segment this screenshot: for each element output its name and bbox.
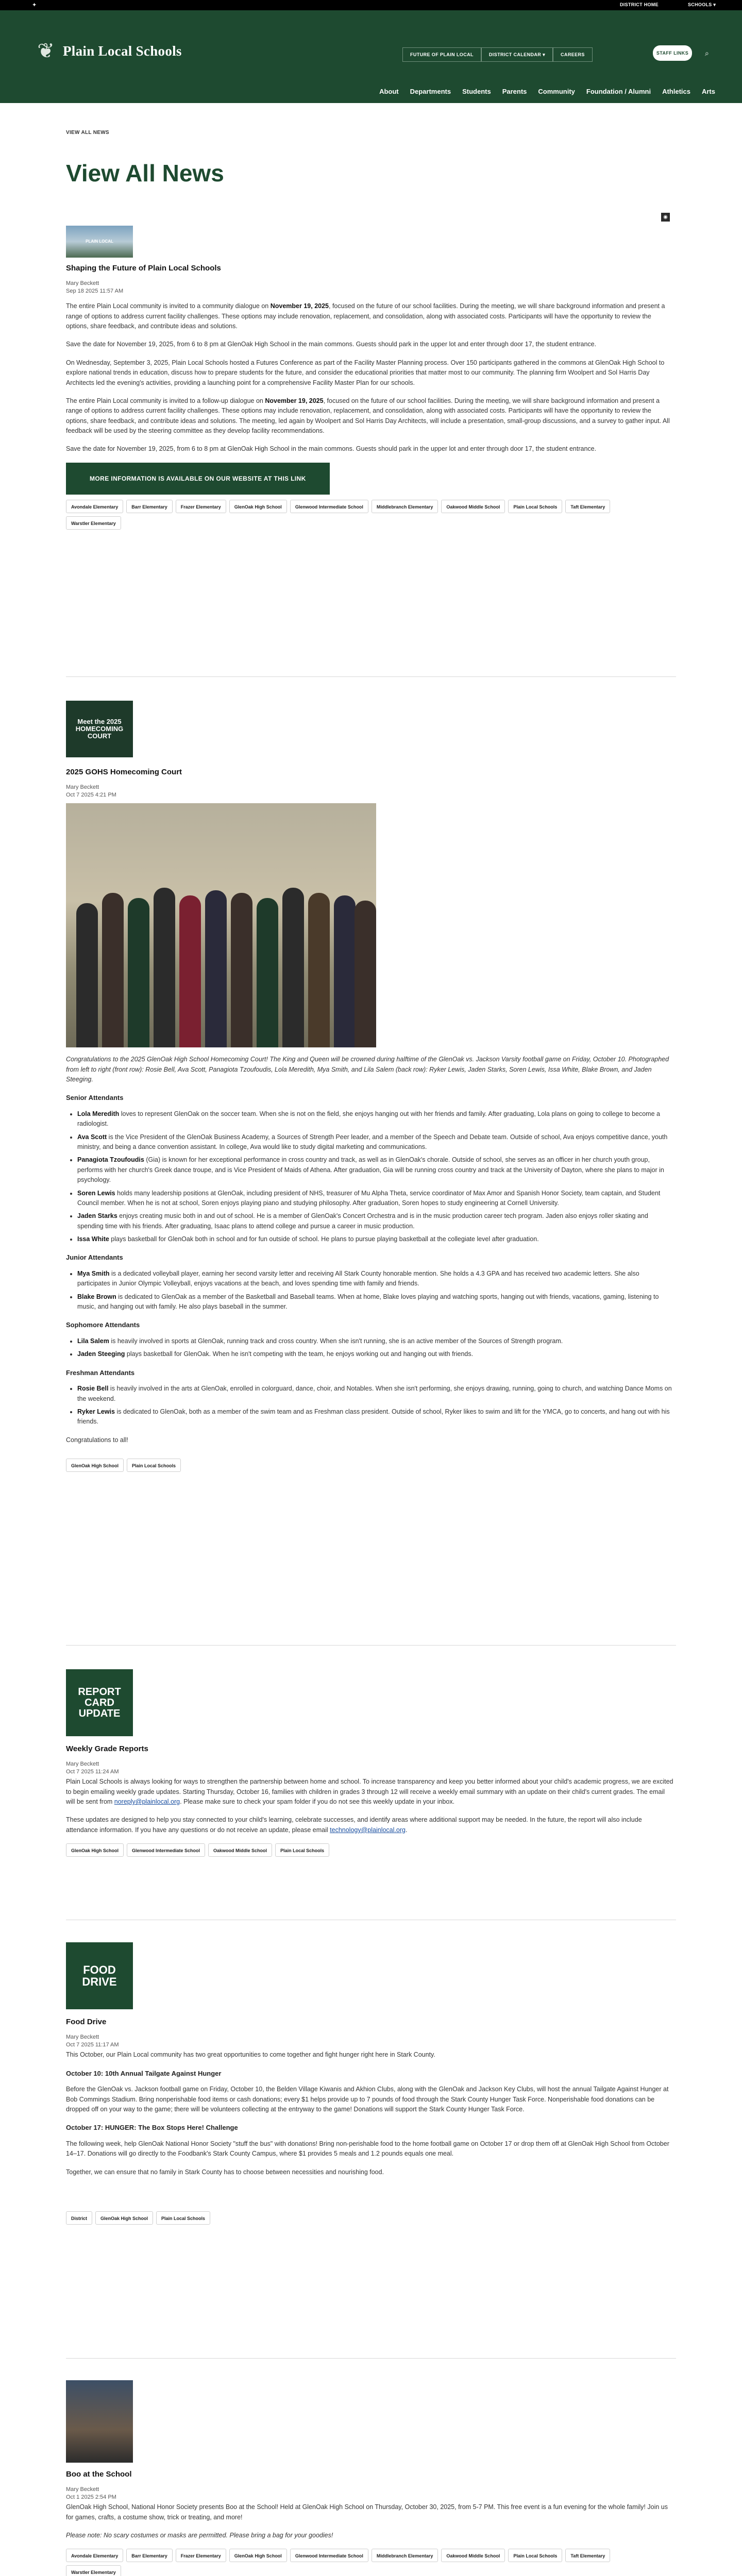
post-tags	[66, 1843, 676, 1857]
post-paragraph: Save the date for November 19, 2025, from 6 to 8 pm at GlenOak High School in the main commons. Guests should park in the upper lot and enter through door 17, the student entrance.	[66, 445, 597, 453]
post-paragraph: Congratulations to all!	[66, 1436, 128, 1444]
list-item: • Issa White plays basketball for GlenOak both in school and for fun outside of school. He plans to pursue playing basketball at the collegiate level after graduation.	[77, 1234, 674, 1244]
technology-email-link[interactable]: technology@plainlocal.org	[330, 1826, 406, 1834]
tag[interactable]: Glenwood Intermediate School	[290, 2549, 368, 2562]
post-title[interactable]: 2025 GOHS Homecoming Court	[66, 768, 182, 776]
nav-about[interactable]: About	[379, 88, 399, 95]
tag[interactable]: Frazer Elementary	[176, 2549, 226, 2562]
post-date: Oct 7 2025 11:24 AM	[66, 1768, 119, 1775]
list-item: • Ava Scott is the Vice President of the GlenOak Business Academy, a Sources of Strength Peer leader, and a member of the Speech and Debate team. Outside of school, Ava enjoys competitive dance, youth ministry, and being a dance convention assistant. In college, Ava would like to study digital marketing and communications.	[77, 1132, 674, 1153]
district-mini-logo-icon[interactable]: ✦	[32, 2, 37, 8]
nav-departments[interactable]: Departments	[410, 88, 451, 95]
list-item: • Soren Lewis holds many leadership positions at GlenOak, including president of NHS, treasurer of Mu Alpha Theta, service coordinator of Max Amor and Spanish Honor Society, team captain, and Student Council member. When he is not at school, Soren enjoys playing piano and studying philosophy. After graduation, Soren hopes to study engineering at Cornell University.	[77, 1189, 674, 1209]
post-paragraph: GlenOak High School, National Honor Society presents Boo at the School! Held at GlenOak High School on Thursday, October 30, 2025, from 5-7 PM. This free event is a fun evening for the whole family! Join us for games, crafts, a costume show, trick or treating, and more!	[66, 2503, 668, 2521]
tag[interactable]: GlenOak High School	[66, 1459, 124, 1472]
tag[interactable]: Barr Elementary	[126, 500, 173, 513]
util-nav-calendar[interactable]: DISTRICT CALENDAR ▾	[481, 47, 553, 62]
sophomore-list	[77, 1336, 674, 1360]
tag[interactable]: Taft Elementary	[565, 500, 610, 513]
post-paragraph: This October, our Plain Local community has two great opportunities to come together and fight hunger right here in Stark County.	[66, 2051, 435, 2059]
tag[interactable]: GlenOak High School	[66, 1843, 124, 1857]
tag[interactable]: Oakwood Middle School	[441, 2549, 505, 2562]
nav-arts[interactable]: Arts	[701, 88, 715, 95]
list-item: • Blake Brown is dedicated to GlenOak as a member of the Basketball and Baseball teams. When at home, Blake loves playing and watching sports, hanging out with friends, vacations, gaming, listening to music, and hanging out with family. He also plays baseball in the summer.	[77, 1292, 674, 1312]
thumb-text: REPORT CARD UPDATE	[78, 1686, 121, 1719]
post-date: Sep 18 2025 11:57 AM	[66, 287, 124, 294]
post-title[interactable]: Boo at the School	[66, 2470, 132, 2479]
list-item: • Rosie Bell is heavily involved in the arts at GlenOak, enrolled in colorguard, dance, choir, and Notables. When she isn't performing, she enjoys drawing, running, going to church, and watching Dance Moms on the weekend.	[77, 1384, 674, 1404]
breadcrumb[interactable]: VIEW ALL NEWS	[66, 130, 109, 135]
post-tags	[66, 1459, 676, 1472]
senior-heading: Senior Attendants	[66, 1094, 124, 1102]
eagle-logo-icon: ❦	[37, 40, 55, 62]
post-tags	[66, 500, 633, 530]
thumb-text: FOOD DRIVE	[82, 1963, 117, 1988]
post-thumbnail[interactable]	[66, 701, 133, 757]
list-item: • Jaden Steeging plays basketball for GlenOak. When he isn't competing with the team, he enjoys working out and hanging out with friends.	[77, 1349, 674, 1359]
post-author: Mary Beckett	[66, 2033, 99, 2040]
thumb-text: PLAIN LOCAL	[86, 239, 113, 244]
post-body	[66, 2502, 674, 2540]
tag[interactable]: Warstler Elementary	[66, 2565, 121, 2576]
thumb-text: Meet the 2025 HOMECOMING COURT	[75, 717, 124, 740]
junior-list	[77, 1269, 674, 1312]
post-paragraph: Save the date for November 19, 2025, from 6 to 8 pm at GlenOak High School in the main commons. Guests should park in the upper lot and enter through door 17, the student entrance.	[66, 341, 597, 348]
section-heading: October 10: 10th Annual Tailgate Against Hunger	[66, 2069, 222, 2077]
senior-list	[77, 1109, 674, 1245]
tag[interactable]: Middlebranch Elementary	[372, 2549, 439, 2562]
list-item: • Lola Meredith loves to represent GlenOak on the soccer team. When she is not on the field, she enjoys hanging out with her friends and family. After graduating, Lola plans on going to college to become a radiologist.	[77, 1109, 674, 1129]
news-post-shaping-future	[66, 226, 676, 530]
post-tags	[66, 2549, 633, 2576]
tag[interactable]: Plain Local Schools	[508, 500, 562, 513]
post-body	[66, 1777, 674, 1835]
more-info-button[interactable]: MORE INFORMATION IS AVAILABLE ON OUR WEBSITE AT THIS LINK	[66, 463, 330, 495]
page-title: View All News	[66, 160, 224, 187]
post-author: Mary Beckett	[66, 1760, 99, 1767]
tag[interactable]: GlenOak High School	[95, 2211, 153, 2225]
list-item: • Mya Smith is a dedicated volleyball player, earning her second varsity letter and receiving All Stark County honorable mention. She holds a 4.3 GPA and has received two academic letters. She also participates in Junior Olympic Volleyball, enjoys vacations at the beach, and loves spending time with family and friends.	[77, 1269, 674, 1289]
post-thumbnail[interactable]	[66, 1669, 133, 1736]
post-paragraph: Before the GlenOak vs. Jackson football game on Friday, October 10, the Belden Village Kiwanis and Akhion Clubs, along with the GlenOak and Jackson Key Clubs, will host the annual Tailgate Against Hunger at Bob Commings Stadium. Bring nonperishable food items or cash donations; every $1 helps provide up to 7 pounds of food through the Stark County Hunger Task Force. Nonperishable food donations can be dropped off on your way to the game; there will be volunteers collecting at the entryway to the game! Donations will support the Stark County Hunger Task Force.	[66, 2086, 669, 2113]
tag[interactable]: Warstler Elementary	[66, 516, 121, 530]
post-divider	[66, 676, 676, 677]
tag[interactable]: Middlebranch Elementary	[372, 500, 439, 513]
photo-caption: Congratulations to the 2025 GlenOak High School Homecoming Court! The King and Queen will be crowned during halftime of the GlenOak vs. Jackson Varsity football game on Friday, October 10. Photographed from left to right (front row): Rosie Bell, Ava Scott, Panagiota Tzoufoudis, Lola Meredith, Mya Smith, and Lila Salem (back row): Ryker Lewis, Jaden Starks, Soren Lewis, Issa White, Blake Brown, and Jaden Steeging.	[66, 1056, 669, 1083]
section-heading: October 17: HUNGER: The Box Stops Here! Challenge	[66, 2124, 238, 2132]
nav-athletics[interactable]: Athletics	[662, 88, 690, 95]
post-body	[66, 301, 674, 454]
tag[interactable]: Oakwood Middle School	[208, 1843, 272, 1857]
tag[interactable]: Plain Local Schools	[508, 2549, 562, 2562]
tag[interactable]: Glenwood Intermediate School	[290, 500, 368, 513]
search-icon[interactable]: ⌕	[705, 49, 709, 57]
post-title[interactable]: Shaping the Future of Plain Local Schools	[66, 264, 221, 273]
news-post-food-drive	[66, 1942, 676, 2225]
post-thumbnail[interactable]	[66, 2380, 133, 2463]
post-author: Mary Beckett	[66, 784, 99, 790]
post-thumbnail[interactable]	[66, 226, 133, 258]
site-logo[interactable]	[32, 37, 182, 65]
post-date: Oct 7 2025 11:17 AM	[66, 2041, 119, 2048]
post-paragraph: The following week, help GlenOak National Honor Society "stuff the bus" with donations! Bring non-perishable food to the home football game on October 17 or drop them off at GlenOak High School from October 14–17. Donations will go directly to the Foodbank's Stark County Campus, where $1 provides 5 meals and 1.2 pounds equals one meal.	[66, 2140, 669, 2158]
tag[interactable]: Plain Local Schools	[275, 1843, 329, 1857]
post-paragraph: Please note: No scary costumes or masks are permitted. Please bring a bag for your goodies!	[66, 2532, 333, 2539]
schools-dropdown[interactable]: SCHOOLS ▾	[688, 2, 716, 7]
post-divider	[66, 2358, 676, 2359]
tag[interactable]: Plain Local Schools	[156, 2211, 210, 2225]
post-paragraph: On Wednesday, September 3, 2025, Plain Local Schools hosted a Futures Conference as part of the Facility Master Planning process. Over 150 participants gathered in the commons at GlenOak High School to explore national trends in education, discuss how to prepare students for the future, and consider the educational priorities that matter most to our community. The planning firm Woolpert and Sol Harris Day Architects led the evening's activities, providing a launching point for a comprehensive Facility Master Plan for our schools.	[66, 359, 665, 386]
site-header	[0, 10, 742, 103]
tag[interactable]: Avondale Elementary	[66, 500, 123, 513]
post-paragraph: Together, we can ensure that no family in Stark County has to choose between necessities and nourishing food.	[66, 2168, 384, 2176]
homecoming-court-photo	[66, 803, 376, 1047]
tag[interactable]: Avondale Elementary	[66, 2549, 123, 2562]
post-body	[66, 1055, 674, 1445]
tag[interactable]: Glenwood Intermediate School	[127, 1843, 205, 1857]
nav-community[interactable]: Community	[538, 88, 575, 95]
list-item: • Jaden Starks enjoys creating music both in and out of school. He is a member of GlenOak's Concert Orchestra and is in the music production career tech program. Jaden also enjoys roller skating and spending time with his friends. After graduating, Isaac plans to attend college and pursue a career in music production.	[77, 1211, 674, 1231]
post-body	[66, 2050, 674, 2177]
news-post-grade-reports	[66, 1669, 676, 1857]
post-author: Mary Beckett	[66, 2486, 99, 2493]
tag[interactable]: Plain Local Schools	[127, 1459, 181, 1472]
freshman-heading: Freshman Attendants	[66, 1368, 135, 1377]
post-paragraph: The entire Plain Local community is invited to a follow-up dialogue on November 19, 2025, focused on the future of our school facilities. During the meeting, we will share background information and present a range of options to address current facility challenges. These options may include renovation, replacement, and consolidation, along with associated costs. Participants will have the opportunity to review the options, share feedback, and contribute ideas and solutions. The meeting, led again by Woolpert and Sol Harris Day Architects, will include a presentation, small-group discussions, and a survey to gather input. All feedback will be used by the steering committee as they develop facility recommendations.	[66, 397, 670, 435]
main-nav	[379, 87, 715, 97]
utility-nav	[402, 47, 593, 62]
post-date: Oct 1 2025 2:54 PM	[66, 2494, 116, 2500]
tag[interactable]: Taft Elementary	[565, 2549, 610, 2562]
util-nav-future[interactable]: FUTURE OF PLAIN LOCAL	[402, 47, 481, 62]
staff-links-button[interactable]: STAFF LINKS	[653, 45, 692, 61]
district-home-link[interactable]: DISTRICT HOME	[620, 2, 659, 7]
post-paragraph: These updates are designed to help you stay connected to your child's learning, celebrate successes, and identify areas where additional support may be needed. In the future, the report will also include attendance information. If you have any questions or do not receive an update, please email technology@plainlocal.org.	[66, 1816, 642, 1834]
list-item: • Lila Salem is heavily involved in sports at GlenOak, running track and cross country. When she isn't running, she is an active member of the Sources of Strength program.	[77, 1336, 674, 1346]
top-utility-bar	[0, 0, 742, 10]
util-nav-careers[interactable]: CAREERS	[553, 47, 593, 62]
junior-heading: Junior Attendants	[66, 1253, 123, 1262]
rss-icon[interactable]: ◉	[661, 213, 670, 222]
post-paragraph: Plain Local Schools is always looking for ways to strengthen the partnership between home and school. To increase transparency and keep you better informed about your child's academic progress, we are excited to begin emailing weekly grade updates. Starting Thursday, October 16, families with children in grades 3 through 12 will receive a weekly email summary with an update on their child's current grades. The email will be sent from noreply@plainlocal.org. Please make sure to check your spam folder if you do not see this weekly update in your inbox.	[66, 1778, 673, 1806]
news-post-homecoming	[66, 701, 676, 1472]
post-author: Mary Beckett	[66, 280, 99, 286]
news-post-boo-at-school	[66, 2380, 676, 2576]
tag[interactable]: GlenOak High School	[229, 500, 287, 513]
tag[interactable]: Oakwood Middle School	[441, 500, 505, 513]
post-paragraph: The entire Plain Local community is invited to a community dialogue on November 19, 2025, focused on the future of our school facilities. During the meeting, we will share background information and present a range of options to address current facility challenges. These options may include renovation, replacement, and consolidation, along with associated costs. Participants will have the opportunity to review the options, share feedback, and contribute ideas and solutions.	[66, 302, 665, 330]
noreply-email-link[interactable]: noreply@plainlocal.org	[114, 1798, 180, 1806]
tag[interactable]: Barr Elementary	[126, 2549, 173, 2562]
post-date: Oct 7 2025 4:21 PM	[66, 791, 116, 798]
site-logo-text: Plain Local Schools	[63, 43, 182, 59]
tag[interactable]: Frazer Elementary	[176, 500, 226, 513]
nav-students[interactable]: Students	[462, 88, 491, 95]
nav-foundation[interactable]: Foundation / Alumni	[586, 88, 651, 95]
freshman-list	[77, 1384, 674, 1427]
post-thumbnail[interactable]	[66, 1942, 133, 2009]
sophomore-heading: Sophomore Attendants	[66, 1321, 140, 1329]
nav-parents[interactable]: Parents	[502, 88, 527, 95]
list-item: • Ryker Lewis is dedicated to GlenOak, both as a member of the swim team and as Freshman class president. Outside of school, Ryker likes to swim and lift for the YMCA, go to concerts, and hang out with his friends.	[77, 1407, 674, 1427]
post-title[interactable]: Food Drive	[66, 2018, 107, 2026]
post-tags	[66, 2211, 676, 2225]
post-title[interactable]: Weekly Grade Reports	[66, 1744, 148, 1753]
list-item: • Panagiota Tzoufoudis (Gia) is known for her exceptional performance in cross country and track, as well as in GlenOak's chorale. Outside of school, she serves as an officer in her church youth group, performs with her church's Greek dance troupe, and is Vice President of Maids of Athena. After graduation, Gia will be running cross country and track at the University of Dayton, where she plans to major in psychology.	[77, 1155, 674, 1185]
tag[interactable]: GlenOak High School	[229, 2549, 287, 2562]
tag[interactable]: District	[66, 2211, 92, 2225]
post-divider	[66, 1645, 676, 1646]
